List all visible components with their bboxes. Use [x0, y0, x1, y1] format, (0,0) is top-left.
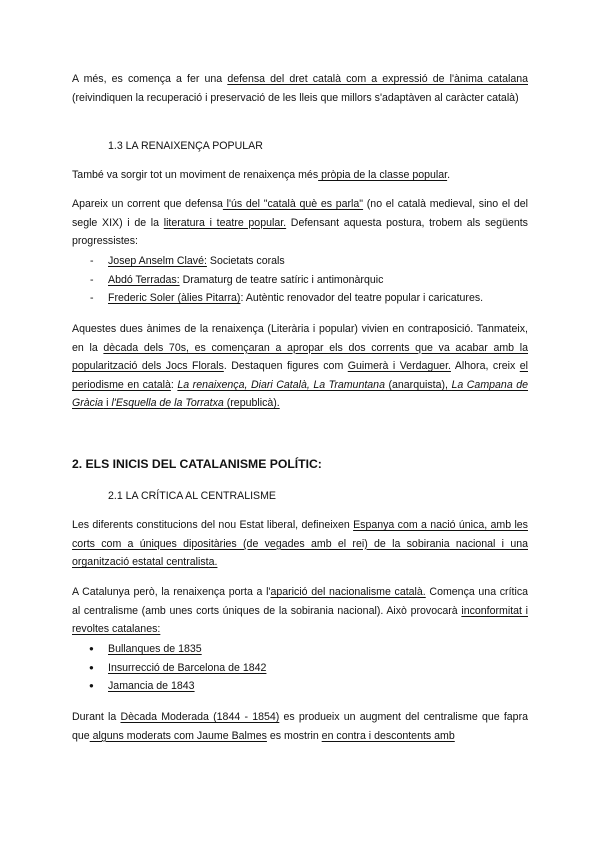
subsection-heading-1-3: 1.3 LA RENAIXENÇA POPULAR: [108, 140, 263, 152]
paragraph-constitucions: Les diferents constitucions del nou Estat liberal, defineixen Espanya com a nació única, amb les corts com a úniques dipositàries (de vegades amb el rei) de la sobirania nacional i una organització estatal centralista.: [72, 519, 528, 569]
list-item: - Josep Anselm Clavé: Societats corals: [90, 252, 528, 271]
list-item: - Abdó Terradas: Dramaturg de teatre satíric i antimonàrquic: [90, 271, 528, 290]
paragraph-moviment-popular: També va sorgir tot un moviment de renaixença més pròpia de la classe popular.: [72, 169, 451, 181]
paragraph-corrent: Apareix un corrent que defensa l'ús del "català què es parla" (no el català medieval, sino el del segle XIX) i de la literatura i teatre popular. Defensant aquesta postura, trobem als següents progressistes:: [72, 198, 528, 248]
revoltes-list: [90, 640, 528, 696]
subsection-heading-2-1: 2.1 LA CRÍTICA AL CENTRALISME: [108, 490, 276, 502]
paragraph-decada-moderada: Durant la Dècada Moderada (1844 - 1854) es produeix un augment del centralisme que fapra que alguns moderats com Jaume Balmes es mostrin en contra i descontents amb: [72, 711, 528, 742]
underlined-phrase: l'ús del "català què es parla": [222, 198, 364, 210]
list-item: ● Bullanques de 1835: [90, 640, 528, 659]
list-item: - Frederic Soler (àlies Pitarra): Autèntic renovador del teatre popular i caricatures.: [90, 289, 528, 308]
section-heading-2: 2. ELS INICIS DEL CATALANISME POLÍTIC:: [72, 457, 322, 471]
underlined-phrase: defensa del dret català com a expressió de l'ànima catalana: [227, 73, 528, 85]
list-item: ● Insurrecció de Barcelona de 1842: [90, 659, 528, 678]
list-item: ● Jamancia de 1843: [90, 677, 528, 696]
underlined-phrase: literatura i teatre popular.: [163, 216, 287, 229]
underlined-phrase: pròpia de la classe popular: [318, 169, 448, 181]
paragraph-dues-animes: Aquestes dues ànimes de la renaixença (Literària i popular) vivien en contraposició. Tanmateix, en la dècada dels 70s, es començaran a apropar els dos corrents que va acabar amb la popularització dels Jocs Florals. Destaquen figures com Guimerà i Verdaguer. Alhora, creix el periodisme en català: La renaixença, Diari Català, La Tramuntana (anarquista), La Campana de Gràcia i l'Esquella de la Torratxa (republicà).: [72, 323, 529, 410]
paragraph-defensa-dret: A més, es comença a fer una defensa del dret català com a expressió de l'ànima catalana (reivindiquen la recuperació i preservació de les lleis que millors s'adaptàven al caràcter català): [72, 73, 528, 104]
progressistes-list: [90, 252, 528, 308]
paragraph-nacionalisme: A Catalunya però, la renaixença porta a l'aparició del nacionalisme català. Comença una crítica al centralisme (amb unes corts úniques de la sobirania nacional). Això provocarà inconformitat i revoltes catalanes:: [72, 586, 529, 636]
